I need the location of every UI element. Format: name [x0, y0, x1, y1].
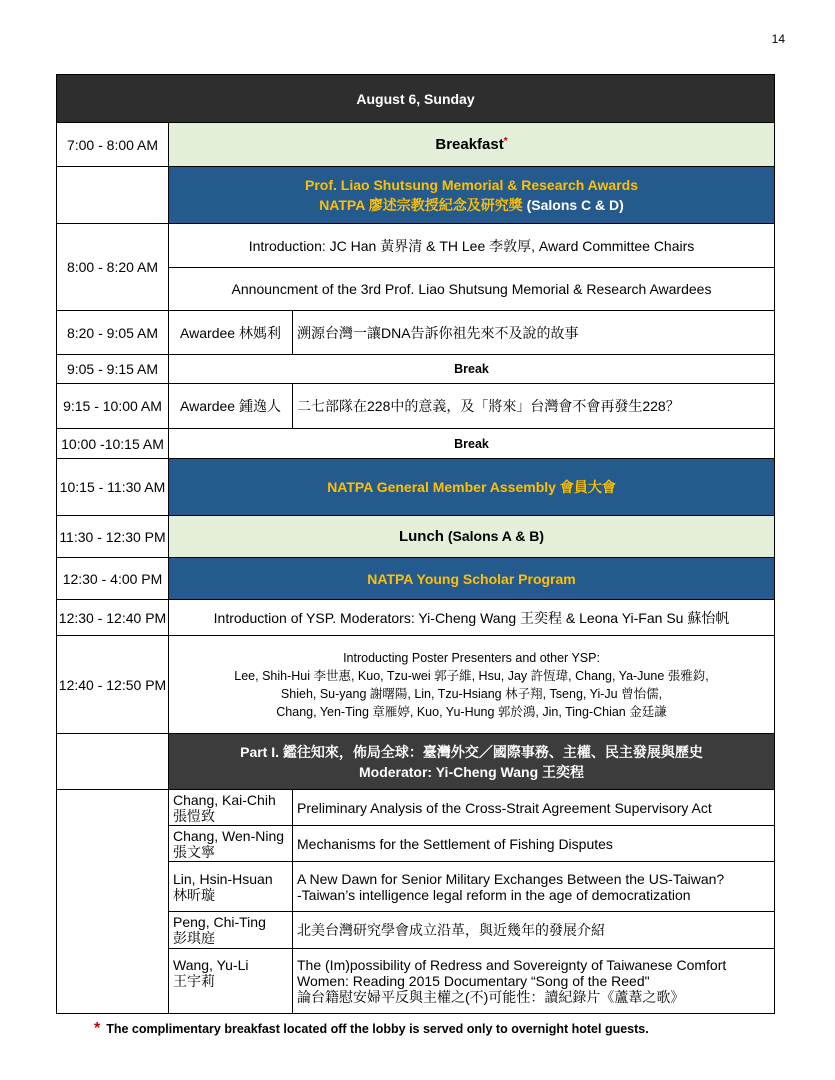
awards-location: (Salons C & D)	[522, 197, 624, 213]
awards-title-cell	[169, 167, 775, 224]
day-header-row	[57, 75, 775, 123]
presenter-name-en: Chang, Wen-Ning	[173, 827, 285, 844]
awards-time: 8:00 - 8:20 AM	[57, 224, 169, 311]
presentation-row	[57, 790, 775, 826]
presenter-name	[169, 826, 293, 862]
awardee1-topic: 溯源台灣一讓DNA告訴你祖先來不及說的故事	[293, 311, 775, 355]
posters-line: Introducting Poster Presenters and other YSP:	[343, 650, 600, 665]
awardee1-time: 8:20 - 9:05 AM	[57, 311, 169, 355]
presenter-name-zh: 張文寧	[173, 843, 215, 860]
ysp-intro-row	[57, 600, 775, 636]
posters-time: 12:40 - 12:50 PM	[57, 636, 169, 734]
footnote-text: The complimentary breakfast located off the lobby is served only to overnight hotel guests.	[106, 1022, 649, 1036]
footnote-mark: *	[94, 1020, 101, 1037]
break1-label: Break	[169, 355, 775, 384]
awards-announce: Announcment of the 3rd Prof. Liao Shutsung Memorial & Research Awardees	[169, 268, 775, 311]
ysp-intro-text: Introduction of YSP. Moderators: Yi-Cheng Wang 王奕程 & Leona Yi-Fan Su 蘇怡帆	[169, 600, 775, 636]
break2-row	[57, 429, 775, 459]
footnote	[94, 1020, 649, 1038]
day-title: August 6, Sunday	[57, 75, 775, 123]
awardee1-name: Awardee 林媽利	[169, 311, 293, 355]
assembly-time: 10:15 - 11:30 AM	[57, 459, 169, 516]
awards-intro: Introduction: JC Han 黃界清 & TH Lee 李敦厚, Award Committee Chairs	[169, 224, 775, 268]
presenter-name-en: Peng, Chi-Ting	[173, 914, 266, 930]
presentation-title-line: The (Im)possibility of Redress and Sovereignty of Taiwanese Comfort	[297, 957, 727, 973]
awards-title-line1: Prof. Liao Shutsung Memorial & Research Awards	[305, 177, 638, 193]
posters-line: Chang, Yen-Ting 章雁婷, Kuo, Yu-Hung 郭於鴻, Jin, Ting-Chian 金廷謙	[276, 704, 667, 719]
awards-header-row	[57, 167, 775, 224]
breakfast-cell	[169, 123, 775, 167]
breakfast-row	[57, 123, 775, 167]
part1-header-row	[57, 734, 775, 790]
presenter-name-zh: 彭琪庭	[173, 930, 215, 946]
assembly-label: NATPA General Member Assembly 會員大會	[169, 459, 775, 516]
presentation-title	[293, 790, 775, 826]
lunch-location: (Salons A & B)	[443, 528, 545, 544]
awardee2-time: 9:15 - 10:00 AM	[57, 384, 169, 429]
part1-time-empty	[57, 734, 169, 790]
page-number: 14	[771, 32, 785, 46]
presentation-title	[293, 826, 775, 862]
presenter-name-zh: 張愷致	[173, 807, 215, 824]
presenter-name-zh: 王宇莉	[173, 973, 215, 989]
presentation-title-line: -Taiwan’s intelligence legal reform in the age of democratization	[297, 886, 691, 903]
breakfast-footnote-mark: *	[503, 136, 508, 147]
presentations-time-empty	[57, 790, 169, 1014]
breakfast-time: 7:00 - 8:00 AM	[57, 123, 169, 167]
ysp-time: 12:30 - 4:00 PM	[57, 558, 169, 600]
lunch-time: 11:30 - 12:30 PM	[57, 516, 169, 558]
posters-cell	[169, 636, 775, 734]
awards-time-empty	[57, 167, 169, 224]
awardee1-row	[57, 311, 775, 355]
break1-row	[57, 355, 775, 384]
awardee2-name: Awardee 鍾逸人	[169, 384, 293, 429]
presentation-title	[293, 949, 775, 1014]
presenter-name	[169, 790, 293, 826]
break1-time: 9:05 - 9:15 AM	[57, 355, 169, 384]
lunch-label: Lunch	[398, 528, 444, 545]
presentation-title	[293, 862, 775, 912]
schedule-table	[56, 74, 775, 1014]
presentation-title-line: 北美台灣研究學會成立沿革，與近幾年的發展介紹	[297, 922, 605, 938]
posters-line: Shieh, Su-yang 謝曙陽, Lin, Tzu-Hsiang 林子翔, Tseng, Yi-Ju 曾怡儒,	[280, 686, 663, 701]
break2-label: Break	[169, 429, 775, 459]
ysp-row	[57, 558, 775, 600]
presentation-title-line: A New Dawn for Senior Military Exchanges Between the US-Taiwan?	[297, 870, 725, 887]
presenter-name	[169, 862, 293, 912]
lunch-row	[57, 516, 775, 558]
lunch-cell	[169, 516, 775, 558]
presentation-title-line: Women: Reading 2015 Documentary “Song of the Reed"	[297, 973, 650, 989]
ysp-label: NATPA Young Scholar Program	[169, 558, 775, 600]
presentation-title-line: Mechanisms for the Settlement of Fishing Disputes	[297, 835, 613, 852]
part1-title: Part I. 鑑往知來，佈局全球：臺灣外交／國際事務、主權、民主發展與歷史	[240, 743, 703, 760]
awardee2-row	[57, 384, 775, 429]
presentation-title-line: Preliminary Analysis of the Cross-Strait Agreement Supervisory Act	[297, 799, 712, 816]
presentation-title	[293, 912, 775, 949]
presentation-title-line: 論台籍慰安婦平反與主權之(不)可能性：讀紀錄片《蘆葦之歌》	[297, 989, 685, 1005]
assembly-row	[57, 459, 775, 516]
presenter-name-en: Wang, Yu-Li	[173, 957, 249, 973]
posters-row	[57, 636, 775, 734]
part1-title-cell	[169, 734, 775, 790]
awardee2-topic: 二七部隊在228中的意義，及「將來」台灣會不會再發生228？	[293, 384, 775, 429]
break2-time: 10:00 -10:15 AM	[57, 429, 169, 459]
awards-intro-row	[57, 224, 775, 268]
part1-moderator: Moderator: Yi-Cheng Wang 王奕程	[358, 763, 585, 780]
presenter-name-en: Lin, Hsin-Hsuan	[173, 870, 273, 887]
ysp-intro-time: 12:30 - 12:40 PM	[57, 600, 169, 636]
presenter-name	[169, 949, 293, 1014]
posters-line: Lee, Shih-Hui 李世惠, Kuo, Tzu-wei 郭子維, Hsu, Jay 許恆瑋, Chang, Ya-June 張雅鈞,	[234, 668, 709, 683]
presenter-name	[169, 912, 293, 949]
presenter-name-zh: 林昕璇	[173, 886, 215, 903]
presenter-name-en: Chang, Kai-Chih	[173, 791, 276, 808]
awards-title-line2: NATPA 廖述宗教授紀念及研究獎	[319, 197, 523, 213]
breakfast-label: Breakfast	[435, 136, 504, 153]
